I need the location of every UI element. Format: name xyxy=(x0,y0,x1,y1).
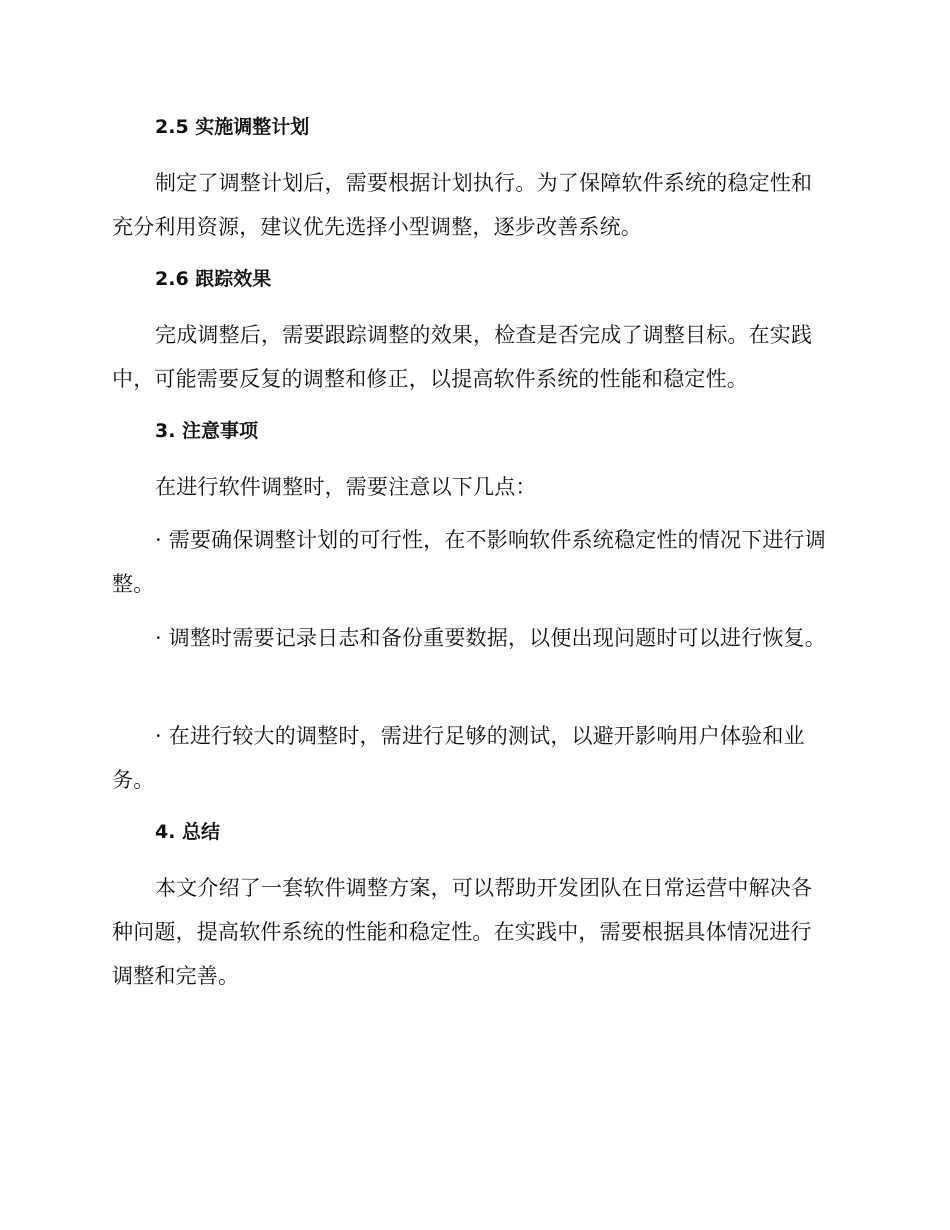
section-heading-2-6: 2.6 跟踪效果 xyxy=(155,268,272,290)
section-heading-3: 3. 注意事项 xyxy=(155,420,259,442)
section-3-bullet-2: · 调整时需要记录日志和备份重要数据，以便出现问题时可以进行恢复。 xyxy=(155,626,826,650)
section-3-bullet-3: · 在进行较大的调整时，需进行足够的测试，以避开影响用户体验和业务。 xyxy=(112,724,805,792)
section-3-intro: 在进行软件调整时，需要注意以下几点： xyxy=(155,475,537,499)
section-2-6-paragraph: 完成调整后，需要跟踪调整的效果，检查是否完成了调整目标。在实践中，可能需要反复的调整和修正，以提高软件系统的性能和稳定性。 xyxy=(112,323,813,391)
section-3-bullet-1: · 需要确保调整计划的可行性，在不影响软件系统稳定性的情况下进行调整。 xyxy=(112,528,826,596)
section-heading-2-5: 2.5 实施调整计划 xyxy=(155,116,310,138)
section-heading-4: 4. 总结 xyxy=(155,821,221,843)
section-4-paragraph: 本文介绍了一套软件调整方案，可以帮助开发团队在日常运营中解决各种问题，提高软件系统的性能和稳定性。在实践中，需要根据具体情况进行调整和完善。 xyxy=(112,876,813,988)
section-2-5-paragraph: 制定了调整计划后，需要根据计划执行。为了保障软件系统的稳定性和充分利用资源，建议优先选择小型调整，逐步改善系统。 xyxy=(112,171,813,239)
